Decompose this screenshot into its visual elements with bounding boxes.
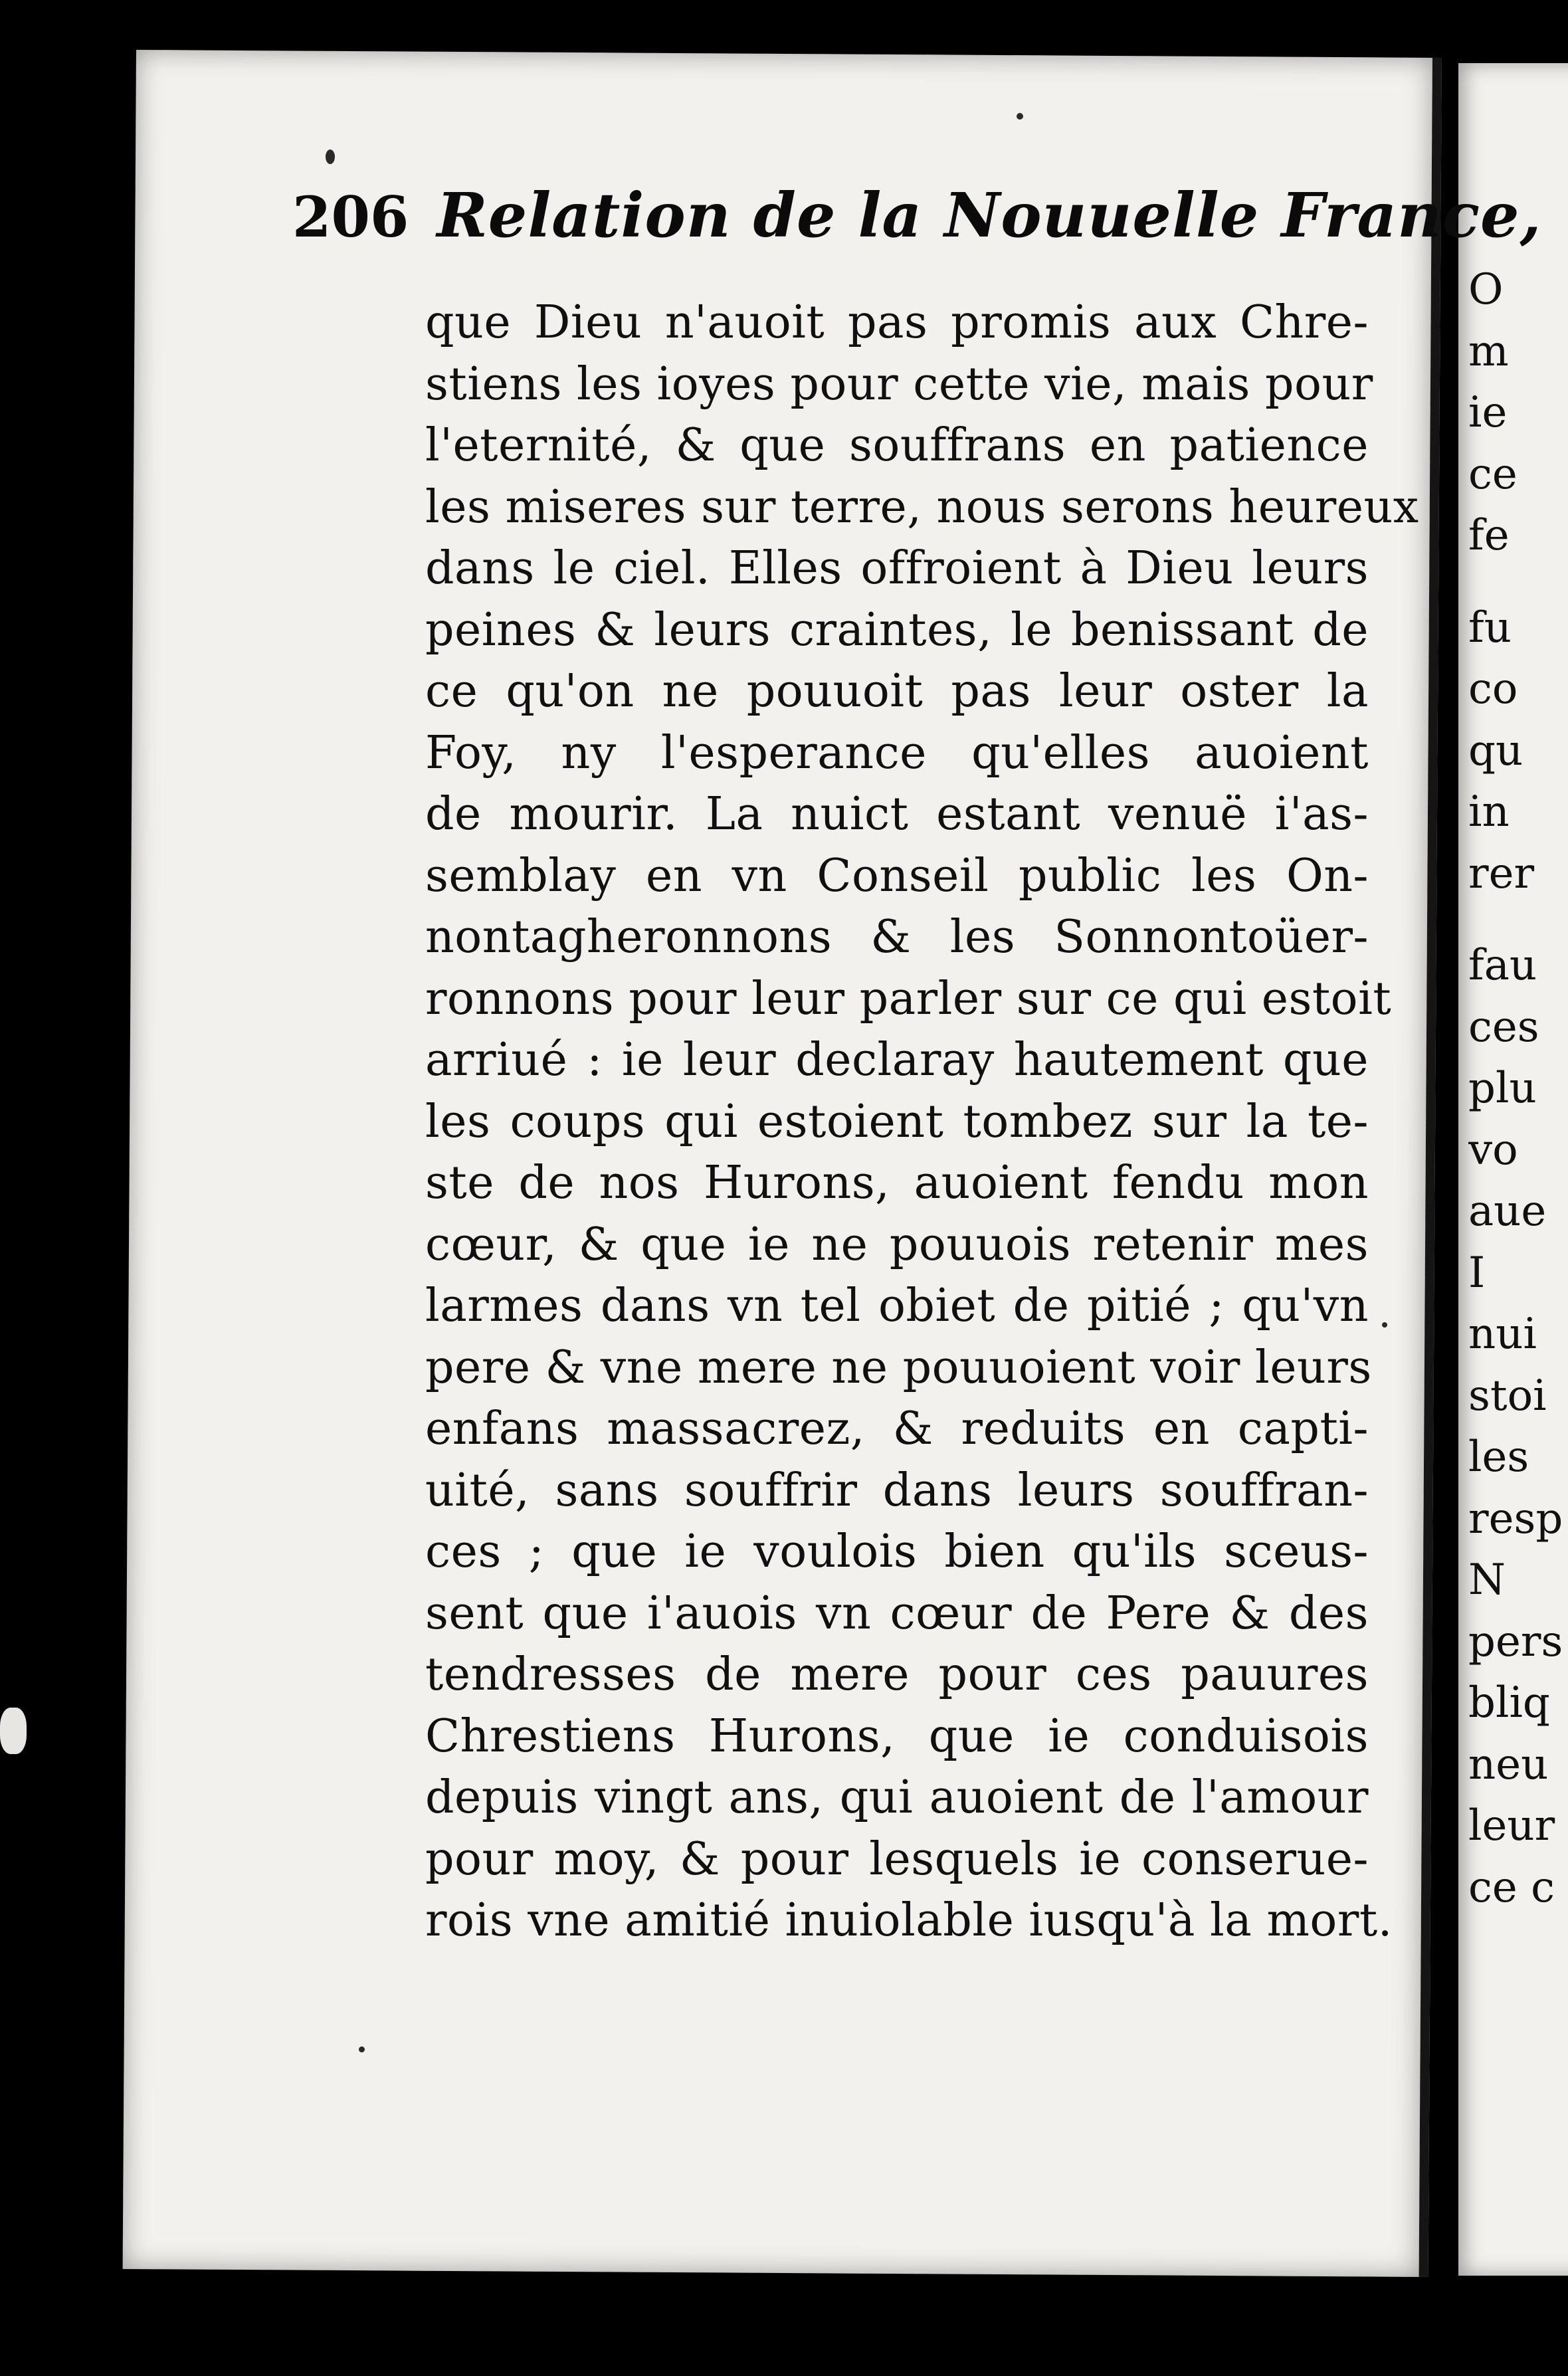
text-line: ce qu'on ne pouuoit pas leur oster la (425, 665, 1369, 718)
fragment-line: vo (1468, 1125, 1518, 1175)
text-line: enfans massacrez, & reduits en capti- (425, 1403, 1369, 1455)
fragment-line: aue (1468, 1187, 1547, 1236)
text-line: ronnons pour leur parler sur ce qui estoit (425, 972, 1392, 1025)
text-line: de mourir. La nuict estant venuë i'as- (425, 788, 1369, 841)
ink-speck (359, 2046, 365, 2052)
fragment-line: fu (1468, 603, 1512, 652)
text-line: semblay en vn Conseil public les On- (425, 849, 1369, 902)
fragment-line: I (1468, 1248, 1486, 1298)
fragment-line: ie (1468, 388, 1508, 437)
text-line: Chrestiens Hurons, que ie conduisois (425, 1710, 1369, 1763)
fragment-line: neu (1468, 1739, 1549, 1789)
text-line: cœur, & que ie ne pouuois retenir mes (425, 1218, 1369, 1271)
text-line: uité, sans souffrir dans leurs souffran- (425, 1464, 1369, 1517)
text-line: les miseres sur terre, nous serons heureux (425, 480, 1419, 534)
fragment-line: resp (1468, 1494, 1563, 1543)
text-line: sent que i'auois vn cœur de Pere & des (425, 1587, 1369, 1640)
fragment-line: ce c (1468, 1862, 1555, 1912)
running-title: Relation de la Nouuelle France, (437, 179, 1542, 251)
fragment-line: N (1468, 1555, 1506, 1605)
ink-speck (1382, 1322, 1387, 1328)
fragment-line: in (1468, 787, 1510, 837)
text-line: que Dieu n'auoit pas promis aux Chre- (425, 296, 1369, 349)
fragment-line: nui (1468, 1310, 1537, 1359)
text-line: les coups qui estoient tombez sur la te- (425, 1095, 1369, 1148)
text-line: rois vne amitié inuiolable iusqu'à la mort. (425, 1894, 1393, 1947)
text-line: depuis vingt ans, qui auoient de l'amour (425, 1771, 1369, 1824)
body-text (425, 292, 1419, 1952)
fragment-line: ces (1468, 1002, 1539, 1052)
ink-speck (1017, 113, 1023, 120)
fragment-line: pers (1468, 1617, 1563, 1666)
fragment-line: m (1468, 326, 1509, 376)
ink-speck (0, 1708, 27, 1754)
text-line: arriué : ie leur declaray hautement que (425, 1034, 1369, 1086)
fragment-line: bliq (1468, 1678, 1550, 1728)
text-line: ste de nos Hurons, auoient fendu mon (425, 1157, 1369, 1209)
fragment-line: rer (1468, 848, 1535, 898)
fragment-line: plu (1468, 1064, 1537, 1113)
paragraph-gap (1468, 904, 1568, 935)
fragment-line: les (1468, 1433, 1529, 1482)
text-line: Foy, ny l'esperance qu'elles auoient (425, 726, 1369, 779)
text-line: dans le ciel. Elles offroient à Dieu leurs (425, 542, 1369, 595)
fragment-line: stoi (1468, 1371, 1547, 1421)
fragment-line: fau (1468, 941, 1537, 990)
fragment-line: fe (1468, 511, 1510, 560)
text-line: pere & vne mere ne pouuoient voir leurs (425, 1341, 1372, 1394)
fragment-line: co (1468, 664, 1518, 714)
facing-page-fragments (1468, 259, 1568, 1918)
text-line: tendresses de mere pour ces pauures (425, 1648, 1369, 1701)
ink-speck (326, 149, 335, 164)
text-line: peines & leurs craintes, le benissant de (425, 603, 1369, 656)
paragraph-gap (1468, 567, 1568, 597)
page-header (292, 179, 1542, 286)
text-line: pour moy, & pour lesquels ie conserue- (425, 1832, 1369, 1886)
text-line: nontagheronnons & les Sonnontoüer- (425, 911, 1369, 963)
text-line: ces ; que ie voulois bien qu'ils sceus- (425, 1526, 1369, 1578)
fragment-line: leur (1468, 1801, 1555, 1850)
text-line: l'eternité, & que souffrans en patience (425, 419, 1369, 472)
fragment-line: qu (1468, 726, 1523, 775)
page-number: 206 (292, 184, 409, 250)
text-line: stiens les ioyes pour cette vie, mais pour (425, 357, 1373, 411)
fragment-line: O (1468, 265, 1504, 314)
fragment-line: ce (1468, 449, 1518, 499)
text-line: larmes dans vn tel obiet de pitié ; qu'vn (425, 1280, 1369, 1332)
